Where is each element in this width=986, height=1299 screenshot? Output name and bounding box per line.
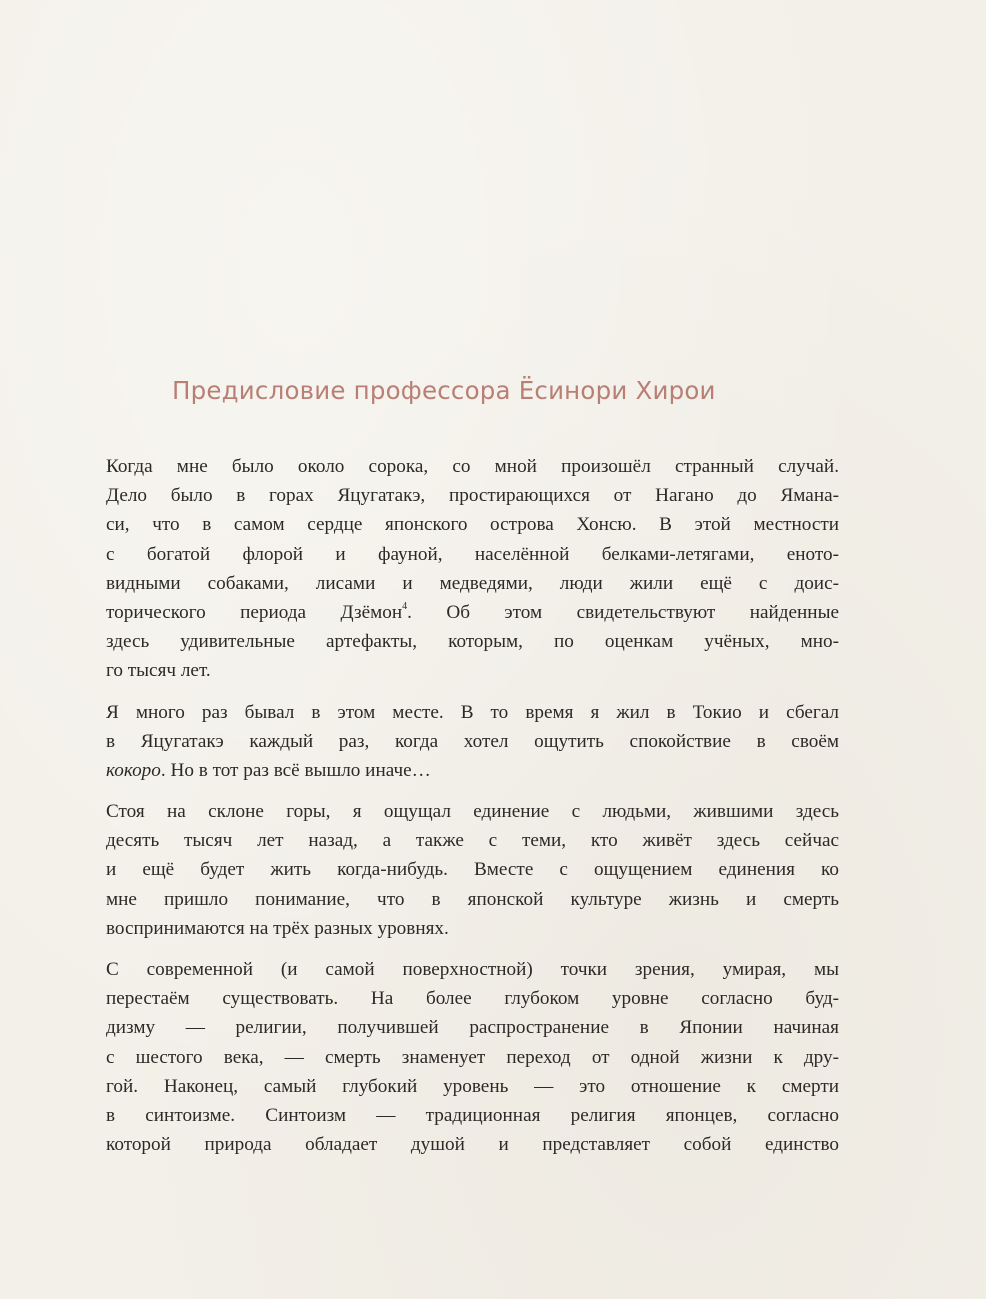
body-text: [106, 452, 839, 1171]
text-line: го тысяч лет.: [106, 660, 211, 682]
footnote-reference[interactable]: 4: [402, 600, 408, 612]
paragraph-3: [106, 797, 839, 943]
text-line: С современной (и самой поверхностной) точки зрения, умирая, мы: [106, 959, 839, 980]
text-line: [106, 756, 839, 785]
text-fragment: . Но в тот раз всё вышло иначе…: [160, 759, 431, 781]
paragraph-4: [106, 955, 839, 1159]
text-line: мне пришло понимание, что в японской культуре жизнь и смерть: [106, 888, 839, 910]
paragraph-2: [106, 698, 839, 786]
text-line: с шестого века, — смерть знаменует переход от одной жизни к дру-: [106, 1046, 839, 1068]
text-line: Стоя на склоне горы, я ощущал единение с людьми, жившими здесь: [106, 801, 839, 823]
text-line: и ещё будет жить когда-нибудь. Вместе с ощущением единения ко: [106, 859, 839, 881]
text-line: перестаём существовать. На более глубоком уровне согласно буд-: [106, 988, 839, 1010]
text-line: с богатой флорой и фауной, населённой белками-летягами, еното-: [106, 543, 839, 565]
text-line: Когда мне было около сорока, со мной произошёл странный случай.: [106, 456, 839, 477]
text-line: Дело было в горах Яцугатакэ, простирающихся от Нагано до Ямана-: [106, 485, 839, 507]
text-line: в Яцугатакэ каждый раз, когда хотел ощутить спокойствие в своём: [106, 730, 839, 752]
text-line: которой природа обладает душой и представляет собой единство: [106, 1134, 839, 1156]
section-heading: Предисловие профессора Ёсинори Хирои: [172, 376, 716, 405]
text-line: гой. Наконец, самый глубокий уровень — это отношение к смерти: [106, 1075, 839, 1097]
text-fragment: торического периода Дзёмон: [106, 601, 403, 623]
text-line: Я много раз бывал в этом месте. В то время я жил в Токио и сбегал: [106, 701, 839, 723]
text-line: в синтоизме. Синтоизм — традиционная религия японцев, согласно: [106, 1104, 839, 1126]
text-line: дизму — религии, получившей распространение в Японии начиная: [106, 1017, 839, 1039]
text-line: видными собаками, лисами и медведями, люди жили ещё с доис-: [106, 572, 839, 594]
text-line: [106, 598, 839, 627]
italic-term: кокоро: [106, 759, 161, 781]
text-line: си, что в самом сердце японского острова Хонсю. В этой местности: [106, 514, 839, 536]
text-line: воспринимаются на трёх разных уровнях.: [106, 917, 449, 939]
text-line: десять тысяч лет назад, а также с теми, кто живёт здесь сейчас: [106, 830, 839, 852]
paragraph-1: [106, 452, 839, 686]
text-fragment: . Об этом свидетельствуют найденные: [407, 601, 839, 623]
text-line: здесь удивительные артефакты, которым, по оценкам учёных, мно-: [106, 631, 839, 653]
